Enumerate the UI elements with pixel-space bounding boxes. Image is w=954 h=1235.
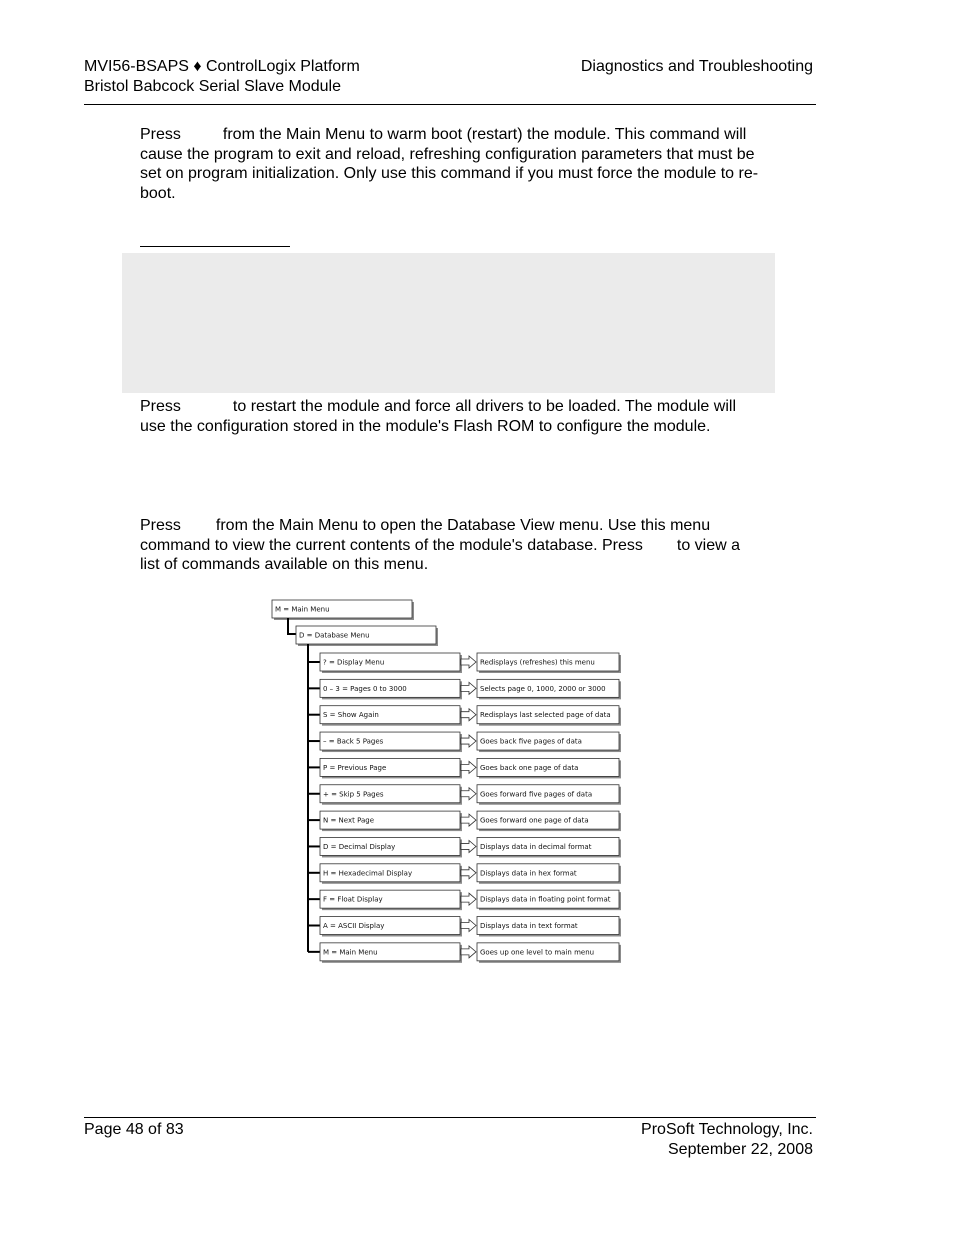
command-description-box-label: Selects page 0, 1000, 2000 or 3000: [480, 684, 606, 693]
section-heading-underline: [140, 246, 290, 247]
module-name: Bristol Babcock Serial Slave Module: [84, 77, 342, 95]
press-word: Press: [140, 398, 181, 415]
command-key-box-label: 0 – 3 = Pages 0 to 3000: [323, 684, 407, 693]
arrow-icon: [461, 735, 476, 747]
command-key-box-label: N = Next Page: [323, 816, 375, 825]
arrow-icon: [461, 761, 476, 773]
command-description-box-label: Redisplays last selected page of data: [480, 711, 611, 720]
database-menu-box-label: D = Database Menu: [299, 631, 370, 640]
database-menu-diagram: [262, 592, 632, 972]
restart-paragraph: [140, 397, 760, 436]
arrow-icon: [461, 920, 476, 932]
command-key-box-label: M = Main Menu: [323, 948, 378, 957]
arrow-icon: [461, 946, 476, 958]
command-key-box-label: A = ASCII Display: [323, 922, 385, 930]
section-title: Diagnostics and Troubleshooting: [580, 58, 813, 75]
root-connector: [288, 618, 296, 634]
warm-boot-text: from the Main Menu to warm boot (restart) the module. This command will cause the program to exit and reload, refreshing configuration parameters that must be set on program initialization. Only use this command if you must force the module to re-boot.: [140, 126, 759, 203]
command-description-box-label: Goes up one level to main menu: [480, 948, 595, 957]
command-description-box-label: Displays data in decimal format: [480, 842, 592, 851]
command-key-box-label: S = Show Again: [323, 711, 379, 720]
command-key-box-label: + = Skip 5 Pages: [323, 790, 384, 799]
arrow-icon: [461, 788, 476, 800]
command-description-box-label: Goes back five pages of data: [480, 737, 582, 746]
command-description-box-label: Displays data in text format: [480, 922, 578, 930]
footer-divider: [84, 1117, 816, 1118]
menu-tree-svg: [262, 592, 632, 972]
command-key-box-label: D = Decimal Display: [323, 842, 396, 851]
command-key-box-label: P = Previous Page: [323, 763, 387, 772]
command-key-box-label: F = Float Display: [323, 895, 383, 904]
restart-text: to restart the module and force all drivers to be loaded. The module will use the configuration stored in the module's Flash ROM to configure the module.: [140, 398, 736, 435]
command-key-box-label: ? = Display Menu: [323, 658, 385, 667]
warm-boot-paragraph: [140, 125, 760, 204]
command-description-box-label: Goes forward five pages of data: [480, 790, 593, 799]
command-key-box-label: – = Back 5 Pages: [323, 737, 384, 746]
arrow-icon: [461, 814, 476, 826]
command-description-box-label: Goes forward one page of data: [480, 816, 589, 825]
press-word: Press: [140, 517, 181, 534]
command-description-box-label: Goes back one page of data: [480, 763, 579, 772]
arrow-icon: [461, 656, 476, 668]
database-view-text-a: from the Main Menu to open the Database View menu. Use this menu command to view the current contents of the module's database. Press: [140, 517, 711, 554]
database-view-text-b: to view a list of commands available on this menu.: [140, 536, 741, 574]
page-footer-right: [641, 1120, 813, 1159]
page-header-left: [84, 57, 360, 96]
page-number: Page 48 of 83: [84, 1121, 184, 1138]
arrow-icon: [461, 840, 476, 852]
arrow-icon: [461, 893, 476, 905]
arrow-icon: [461, 709, 476, 721]
command-description-box-label: Displays data in floating point format: [480, 895, 611, 904]
command-description-box-label: Redisplays (refreshes) this menu: [480, 658, 595, 667]
arrow-icon: [461, 867, 476, 879]
arrow-icon: [461, 682, 476, 694]
publication-date: September 22, 2008: [668, 1140, 813, 1158]
product-line: MVI56-BSAPS ♦ ControlLogix Platform: [84, 58, 360, 75]
command-key-box-label: H = Hexadecimal Display: [323, 869, 413, 878]
database-view-paragraph: [140, 516, 760, 575]
shaded-note-box: [122, 253, 775, 393]
press-word: Press: [140, 126, 181, 143]
company-name: ProSoft Technology, Inc.: [641, 1121, 813, 1138]
root-menu-box-label: M = Main Menu: [275, 605, 330, 614]
header-divider: [84, 104, 816, 105]
command-description-box-label: Displays data in hex format: [480, 869, 577, 878]
